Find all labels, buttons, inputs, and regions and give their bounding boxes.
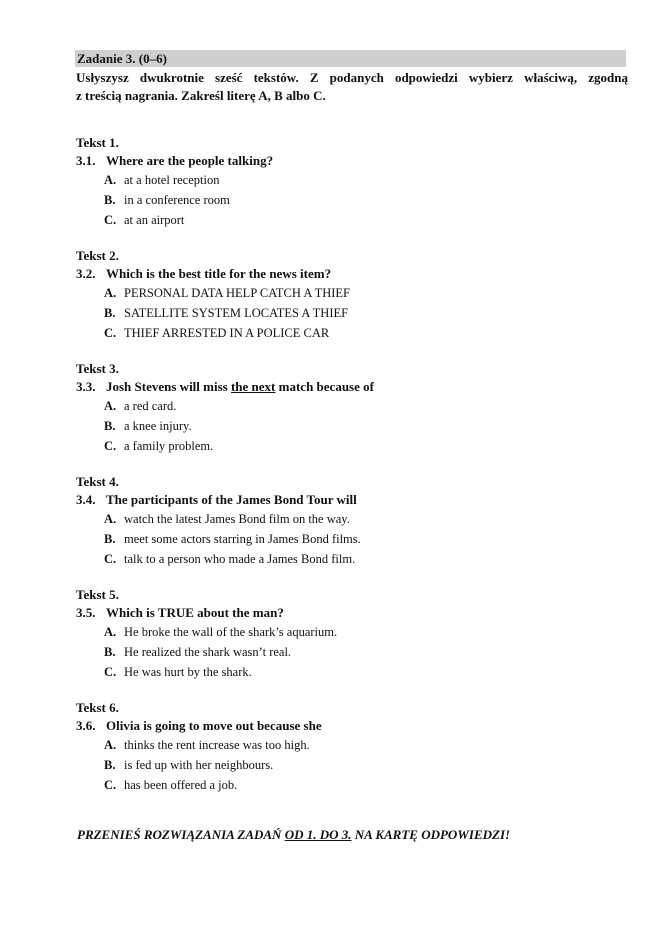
option-letter: B. bbox=[104, 193, 116, 207]
option-b[interactable] bbox=[104, 190, 636, 210]
footer-text-start: PRZENIEŚ ROZWIĄZANIA ZADAŃ bbox=[77, 827, 285, 842]
tekst-label: Tekst 5. bbox=[76, 587, 119, 602]
question bbox=[76, 378, 636, 396]
option-text: in a conference room bbox=[124, 193, 230, 207]
question-number: 3.6. bbox=[76, 718, 96, 733]
instructions-line-2: z treścią nagrania. Zakreśl literę A, B albo C. bbox=[76, 88, 326, 103]
option-letter: C. bbox=[104, 778, 117, 792]
task-block-3 bbox=[76, 359, 636, 456]
option-letter: A. bbox=[104, 625, 117, 639]
question-underlined: the next bbox=[230, 379, 276, 394]
question bbox=[76, 604, 636, 622]
question-text: Where are the people talking? bbox=[106, 153, 274, 168]
option-text: He was hurt by the shark. bbox=[124, 665, 252, 679]
option-text: a knee injury. bbox=[124, 419, 192, 433]
option-text: at a hotel reception bbox=[124, 173, 220, 187]
transfer-answers-note bbox=[77, 827, 510, 843]
task-block-4 bbox=[76, 472, 636, 569]
footer-underlined: OD 1. DO 3. bbox=[284, 827, 352, 842]
option-letter: C. bbox=[104, 665, 117, 679]
option-letter: C. bbox=[104, 213, 117, 227]
option-a[interactable] bbox=[104, 396, 636, 416]
footer-text-end: NA KARTĘ ODPOWIEDZI! bbox=[351, 827, 511, 842]
option-text: watch the latest James Bond film on the way. bbox=[124, 512, 350, 526]
option-letter: B. bbox=[104, 758, 116, 772]
option-c[interactable] bbox=[104, 775, 636, 795]
tekst-label: Tekst 2. bbox=[76, 248, 119, 263]
question-text: Josh Stevens will miss bbox=[106, 379, 231, 394]
question bbox=[76, 265, 636, 283]
option-b[interactable] bbox=[104, 303, 636, 323]
option-text: at an airport bbox=[124, 213, 185, 227]
option-text: has been offered a job. bbox=[124, 778, 238, 792]
option-letter: C. bbox=[104, 552, 117, 566]
option-a[interactable] bbox=[104, 509, 636, 529]
option-letter: A. bbox=[104, 173, 117, 187]
option-text: is fed up with her neighbours. bbox=[124, 758, 274, 772]
option-letter: B. bbox=[104, 645, 116, 659]
option-text: SATELLITE SYSTEM LOCATES A THIEF bbox=[124, 306, 349, 320]
option-a[interactable] bbox=[104, 283, 636, 303]
option-text: a red card. bbox=[124, 399, 177, 413]
question-number: 3.5. bbox=[76, 605, 96, 620]
option-letter: C. bbox=[104, 439, 117, 453]
tekst-label: Tekst 6. bbox=[76, 700, 119, 715]
option-b[interactable] bbox=[104, 755, 636, 775]
option-text: talk to a person who made a James Bond film. bbox=[124, 552, 356, 566]
option-text: THIEF ARRESTED IN A POLICE CAR bbox=[124, 326, 330, 340]
option-text: a family problem. bbox=[124, 439, 214, 453]
question-text: Olivia is going to move out because she bbox=[106, 718, 322, 733]
question bbox=[76, 491, 636, 509]
option-a[interactable] bbox=[104, 622, 636, 642]
question-number: 3.4. bbox=[76, 492, 96, 507]
task-block-1 bbox=[76, 133, 636, 230]
question-text-end: match because of bbox=[275, 379, 374, 394]
question bbox=[76, 717, 636, 735]
option-c[interactable] bbox=[104, 436, 636, 456]
option-c[interactable] bbox=[104, 549, 636, 569]
option-letter: B. bbox=[104, 419, 116, 433]
option-letter: A. bbox=[104, 738, 117, 752]
task-block-5 bbox=[76, 585, 636, 682]
question-text: Which is the best title for the news item? bbox=[106, 266, 332, 281]
option-text: meet some actors starring in James Bond films. bbox=[124, 532, 361, 546]
task-instructions bbox=[76, 69, 628, 105]
option-text: thinks the rent increase was too high. bbox=[124, 738, 310, 752]
tekst-label: Tekst 3. bbox=[76, 361, 119, 376]
instructions-line-1: Usłyszysz dwukrotnie sześć tekstów. Z podanych odpowiedzi wybierz właściwą, zgodną bbox=[76, 70, 628, 85]
question-number: 3.3. bbox=[76, 379, 96, 394]
option-letter: B. bbox=[104, 306, 116, 320]
task-block-6 bbox=[76, 698, 636, 795]
option-letter: A. bbox=[104, 286, 117, 300]
option-letter: B. bbox=[104, 532, 116, 546]
question-text: The participants of the James Bond Tour will bbox=[106, 492, 357, 507]
option-b[interactable] bbox=[104, 416, 636, 436]
option-text: PERSONAL DATA HELP CATCH A THIEF bbox=[124, 286, 350, 300]
option-letter: C. bbox=[104, 326, 117, 340]
option-b[interactable] bbox=[104, 642, 636, 662]
question bbox=[76, 152, 636, 170]
option-text: He broke the wall of the shark’s aquarium. bbox=[124, 625, 338, 639]
task-block-2 bbox=[76, 246, 636, 343]
question-number: 3.1. bbox=[76, 153, 96, 168]
option-b[interactable] bbox=[104, 529, 636, 549]
option-a[interactable] bbox=[104, 735, 636, 755]
option-letter: A. bbox=[104, 512, 117, 526]
question-number: 3.2. bbox=[76, 266, 96, 281]
question-text: Which is TRUE about the man? bbox=[106, 605, 284, 620]
tekst-label: Tekst 4. bbox=[76, 474, 119, 489]
option-text: He realized the shark wasn’t real. bbox=[124, 645, 292, 659]
option-c[interactable] bbox=[104, 662, 636, 682]
task-title: Zadanie 3. (0–6) bbox=[77, 51, 167, 66]
option-c[interactable] bbox=[104, 323, 636, 343]
option-letter: A. bbox=[104, 399, 117, 413]
option-c[interactable] bbox=[104, 210, 636, 230]
option-a[interactable] bbox=[104, 170, 636, 190]
tekst-label: Tekst 1. bbox=[76, 135, 119, 150]
